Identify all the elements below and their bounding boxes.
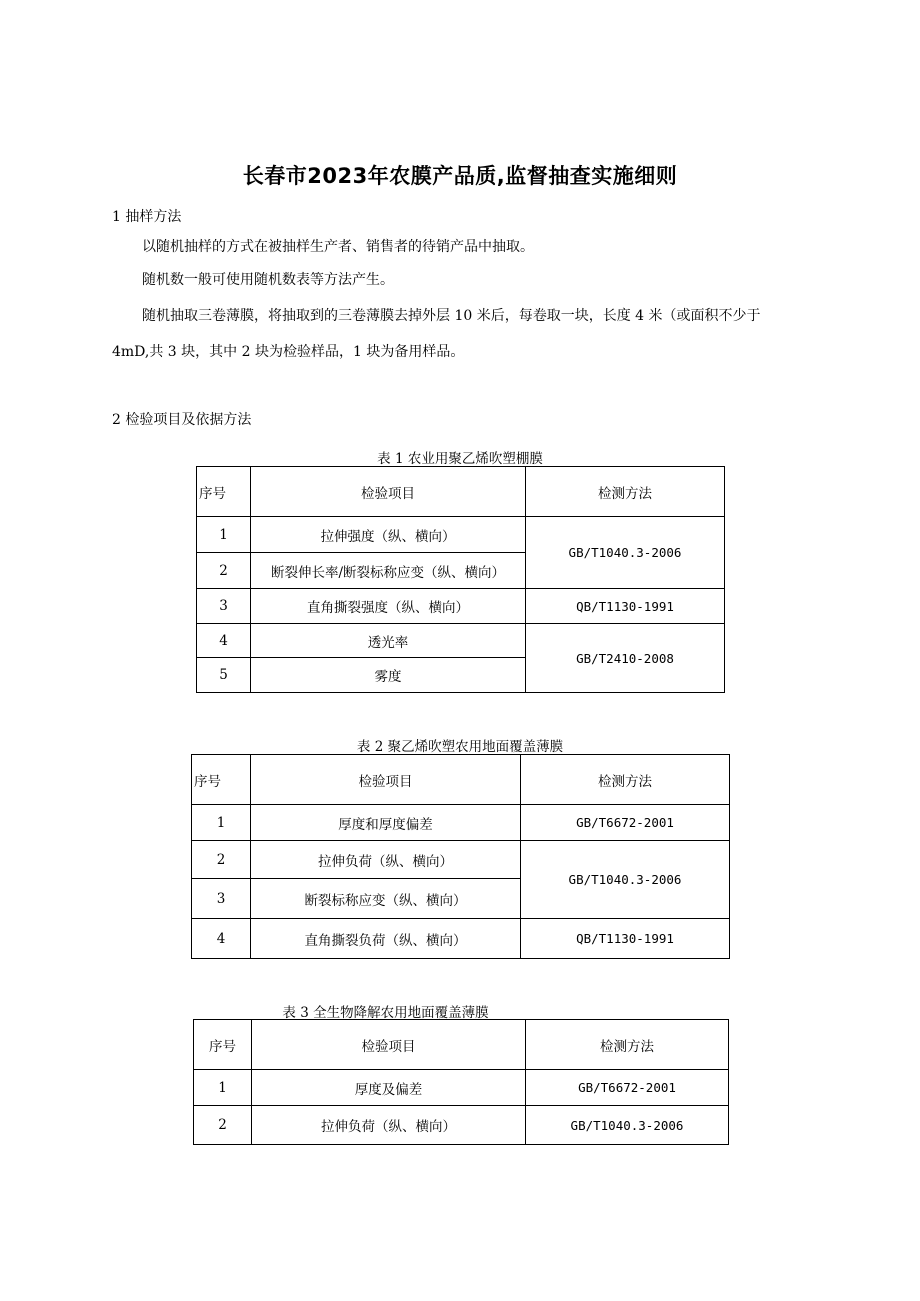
table-row — [197, 624, 725, 658]
paragraph-3-continued: 4mD,共 3 块，其中 2 块为检验样品，1 块为备用样品。 — [112, 344, 465, 360]
row-item: 断裂伸长率/断裂标称应变（纵、横向） — [251, 553, 526, 589]
row-no: 2 — [197, 553, 251, 589]
section-1-heading: 1 抽样方法 — [112, 209, 182, 225]
paragraph-3: 随机抽取三卷薄膜，将抽取到的三卷薄膜去掉外层 10 米后，每卷取一块，长度 4 米（或面积不少于 — [142, 308, 761, 324]
row-method: GB/T1040.3-2006 — [526, 517, 725, 589]
row-method: GB/T6672-2001 — [521, 805, 730, 841]
row-method: GB/T2410-2008 — [526, 624, 725, 693]
header-cell-no: 序号 — [194, 1020, 252, 1070]
header-cell-item: 检验项目 — [252, 1020, 526, 1070]
table-2 — [191, 754, 730, 959]
header-cell-no: 序号 — [192, 755, 251, 805]
row-no: 1 — [192, 805, 251, 841]
row-method: QB/T1130-1991 — [521, 919, 730, 959]
table-row — [194, 1106, 729, 1145]
row-method: GB/T6672-2001 — [526, 1070, 729, 1106]
page-title: 长春市2023年农膜产品质,监督抽查实施细则 — [242, 164, 678, 188]
header-cell-method: 检测方法 — [526, 1020, 729, 1070]
row-method: GB/T1040.3-2006 — [526, 1106, 729, 1145]
row-item: 直角撕裂负荷（纵、横向） — [251, 919, 521, 959]
row-item: 透光率 — [251, 624, 526, 658]
row-method: QB/T1130-1991 — [526, 589, 725, 624]
table-row — [194, 1070, 729, 1106]
section-2-heading: 2 检验项目及依据方法 — [112, 412, 252, 428]
row-item: 厚度及偏差 — [252, 1070, 526, 1106]
table-1-caption: 表 1 农业用聚乙烯吹塑棚膜 — [377, 451, 543, 467]
row-no: 3 — [192, 879, 251, 919]
row-no: 2 — [194, 1106, 252, 1145]
table-header-row — [194, 1020, 729, 1070]
table-row — [192, 841, 730, 879]
row-item: 厚度和厚度偏差 — [251, 805, 521, 841]
table-2-caption: 表 2 聚乙烯吹塑农用地面覆盖薄膜 — [356, 739, 564, 755]
row-method: GB/T1040.3-2006 — [521, 841, 730, 919]
row-item: 断裂标称应变（纵、横向） — [251, 879, 521, 919]
table-1 — [196, 466, 725, 693]
table-row — [197, 517, 725, 553]
table-header-row — [192, 755, 730, 805]
row-no: 1 — [194, 1070, 252, 1106]
table-3 — [193, 1019, 729, 1145]
table-header-row — [197, 467, 725, 517]
table-3-caption: 表 3 全生物降解农用地面覆盖薄膜 — [282, 1005, 489, 1021]
paragraph-1: 以随机抽样的方式在被抽样生产者、销售者的待销产品中抽取。 — [142, 239, 534, 255]
table-row — [192, 805, 730, 841]
row-item: 拉伸负荷（纵、横向） — [251, 841, 521, 879]
header-cell-item: 检验项目 — [251, 467, 526, 517]
row-no: 1 — [197, 517, 251, 553]
header-cell-method: 检测方法 — [526, 467, 725, 517]
row-item: 拉伸强度（纵、横向） — [251, 517, 526, 553]
header-cell-no: 序号 — [197, 467, 251, 517]
row-item: 拉伸负荷（纵、横向） — [252, 1106, 526, 1145]
row-no: 2 — [192, 841, 251, 879]
row-no: 4 — [192, 919, 251, 959]
row-item: 直角撕裂强度（纵、横向） — [251, 589, 526, 624]
header-cell-item: 检验项目 — [251, 755, 521, 805]
row-no: 4 — [197, 624, 251, 658]
paragraph-2: 随机数一般可使用随机数表等方法产生。 — [142, 272, 394, 288]
row-no: 3 — [197, 589, 251, 624]
row-item: 雾度 — [251, 658, 526, 693]
row-no: 5 — [197, 658, 251, 693]
header-cell-method: 检测方法 — [521, 755, 730, 805]
table-row — [192, 919, 730, 959]
table-row — [197, 589, 725, 624]
